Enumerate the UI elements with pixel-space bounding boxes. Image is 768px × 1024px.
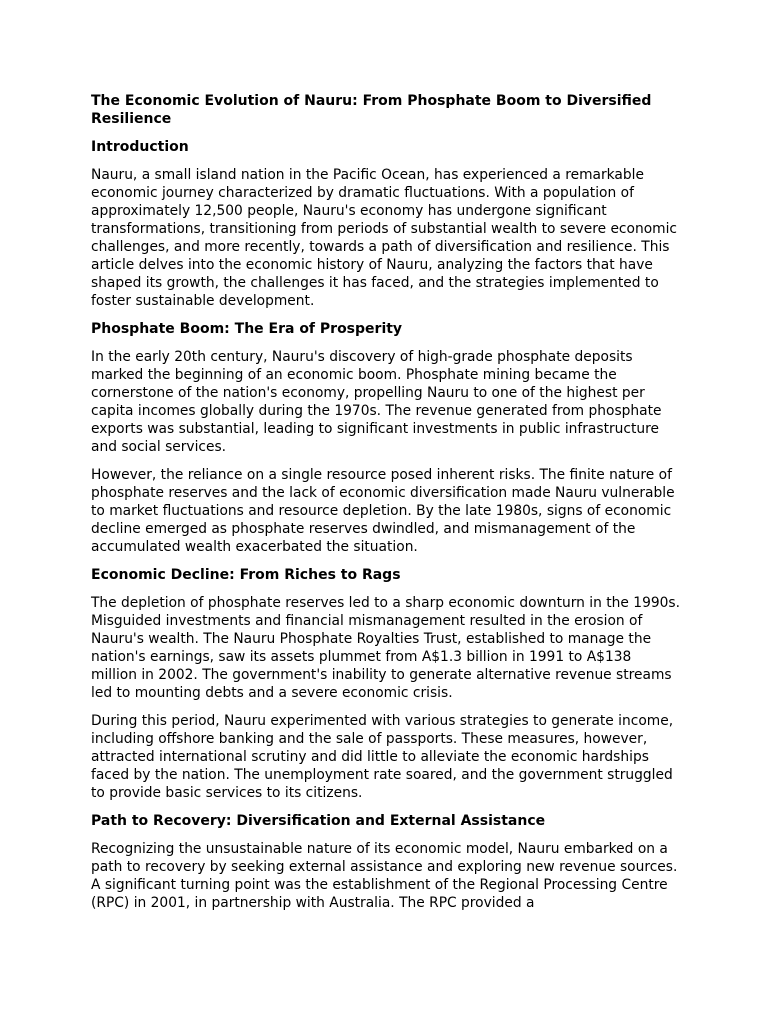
paragraph: Nauru, a small island nation in the Pacific Ocean, has experienced a remarkable economic journey characterized by dramatic fluctuations. With a population of approximately 12,500 people, Nauru's economy has undergone significant transformations, transitioning from periods of substantial wealth to severe economic challenges, and more recently, towards a path of diversification and resilience. This article delves into the economic history of Nauru, analyzing the factors that have shaped its growth, the challenges it has faced, and the strategies implemented to foster sustainable development.	[91, 167, 678, 309]
paragraph: However, the reliance on a single resource posed inherent risks. The finite nature of phosphate reserves and the lack of economic diversification made Nauru vulnerable to market fluctuations and resource depletion. By the late 1980s, signs of economic decline emerged as phosphate reserves dwindled, and mismanagement of the accumulated wealth exacerbated the situation.	[91, 467, 675, 555]
document-title: The Economic Evolution of Nauru: From Phosphate Boom to Diversified Resilience	[91, 93, 652, 127]
section-heading-phosphate-boom: Phosphate Boom: The Era of Prosperity	[91, 321, 403, 337]
paragraph: The depletion of phosphate reserves led to a sharp economic downturn in the 1990s. Misguided investments and financial mismanagement resulted in the erosion of Nauru's wealth. The Nauru Phosphate Royalties Trust, established to manage the nation's earnings, saw its assets plummet from A$1.3 billion in 1991 to A$138 million in 2002. The government's inability to generate alternative revenue streams led to mounting debts and a severe economic crisis.	[91, 595, 680, 701]
section-heading-path-to-recovery: Path to Recovery: Diversification and External Assistance	[91, 813, 546, 829]
paragraph: During this period, Nauru experimented with various strategies to generate income, including offshore banking and the sale of passports. These measures, however, attracted international scrutiny and did little to alleviate the economic hardships faced by the nation. The unemployment rate soared, and the government struggled to provide basic services to its citizens.	[91, 713, 674, 801]
section-heading-economic-decline: Economic Decline: From Riches to Rags	[91, 567, 401, 583]
paragraph: In the early 20th century, Nauru's discovery of high-grade phosphate deposits marked the beginning of an economic boom. Phosphate mining became the cornerstone of the nation's economy, propelling Nauru to one of the highest per capita incomes globally during the 1970s. The revenue generated from phosphate exports was substantial, leading to significant investments in public infrastructure and social services.	[91, 349, 662, 455]
document-page	[91, 92, 681, 922]
paragraph: Recognizing the unsustainable nature of its economic model, Nauru embarked on a path to recovery by seeking external assistance and exploring new revenue sources. A significant turning point was the establishment of the Regional Processing Centre (RPC) in 2001, in partnership with Australia. The RPC provided a	[91, 841, 678, 911]
section-heading-introduction: Introduction	[91, 139, 189, 155]
